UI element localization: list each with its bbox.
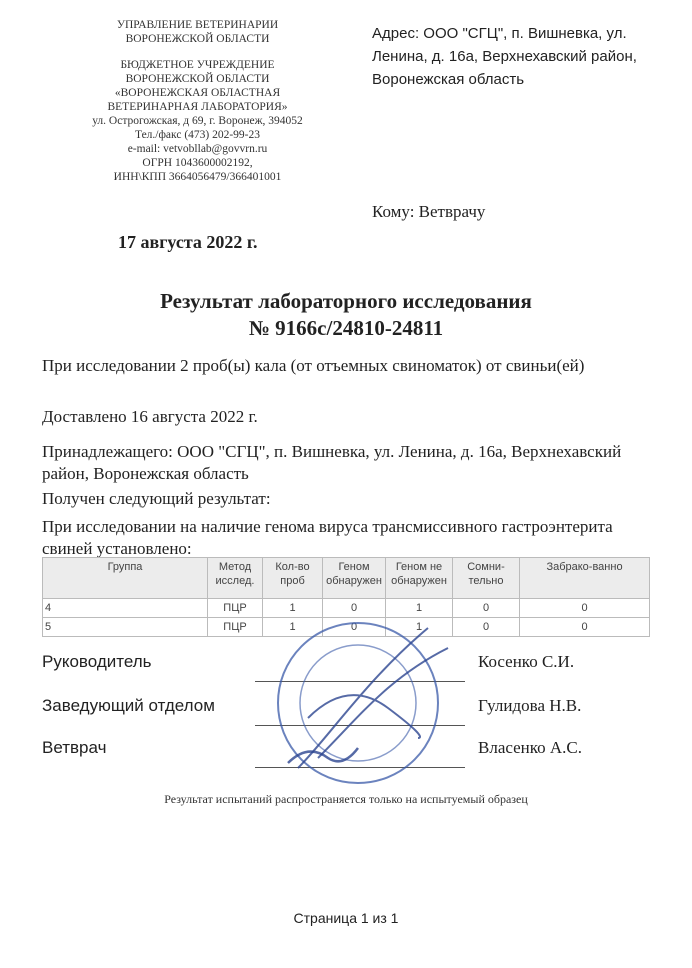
col-header: Сомни-тельно xyxy=(453,558,520,599)
col-header: Геном не обнаружен xyxy=(386,558,453,599)
signature-role: Ветврач xyxy=(42,738,107,757)
signature-name: Власенко А.С. xyxy=(478,738,583,757)
org-email: e-mail: vetvobllab@govvrn.ru xyxy=(127,143,268,155)
org-phone: Тел./факс (473) 202-99-23 xyxy=(134,129,261,141)
cell: 0 xyxy=(323,599,386,618)
issuer-header xyxy=(55,18,340,184)
cell: 0 xyxy=(520,599,650,618)
org-address: ул. Острогожская, д 69, г. Воронеж, 394052 xyxy=(92,115,303,127)
cell: ПЦР xyxy=(208,599,263,618)
cell: 0 xyxy=(520,618,650,637)
sample-info: При исследовании 2 проб(ы) кала (от отъемных свиноматок) от свиньи(ей) xyxy=(42,356,585,375)
delivery-date: Доставлено 16 августа 2022 г. xyxy=(42,407,258,426)
cell: ПЦР xyxy=(208,618,263,637)
cell: 1 xyxy=(263,599,323,618)
official-stamp-icon xyxy=(258,618,458,788)
table-header-row xyxy=(43,558,650,599)
cell: 1 xyxy=(386,618,453,637)
dept-line: ВОРОНЕЖСКОЙ ОБЛАСТИ xyxy=(125,33,270,45)
org-line: БЮДЖЕТНОЕ УЧРЕЖДЕНИЕ xyxy=(120,59,275,71)
signature-name: Гулидова Н.В. xyxy=(478,696,582,715)
cell: 0 xyxy=(453,618,520,637)
test-description: При исследовании на наличие генома вируса трансмиссивного гастроэнтерита свиней установлено: xyxy=(42,517,613,558)
org-line: ВЕТЕРИНАРНАЯ ЛАБОРАТОРИЯ» xyxy=(107,101,288,113)
cell: 4 xyxy=(43,599,208,618)
signature-role: Заведующий отделом xyxy=(42,696,215,715)
signature-name: Косенко С.И. xyxy=(478,652,575,671)
page-number: Страница 1 из 1 xyxy=(293,910,399,926)
org-line: «ВОРОНЕЖСКАЯ ОБЛАСТНАЯ xyxy=(114,87,281,99)
col-header: Забрако-ванно xyxy=(520,558,650,599)
title-line: Результат лабораторного исследования xyxy=(160,289,532,313)
document-title xyxy=(0,288,692,342)
org-inn: ИНН\КПП 3664056479/366401001 xyxy=(113,171,282,183)
col-header: Метод исслед. xyxy=(208,558,263,599)
recipient-address: Адрес: ООО "СГЦ", п. Вишневка, ул. Ленина, д. 16а, Верхнехавский район, Воронежская область xyxy=(372,25,637,88)
cell: 5 xyxy=(43,618,208,637)
document-number: № 9166с/24810-24811 xyxy=(248,316,444,340)
owner-info: Принадлежащего: ООО "СГЦ", п. Вишневка, ул. Ленина, д. 16а, Верхнехавский район, Воронежская область xyxy=(42,442,622,483)
cell: 0 xyxy=(453,599,520,618)
recipient: Кому: Ветврачу xyxy=(372,202,486,221)
cell: 1 xyxy=(263,618,323,637)
footer-note: Результат испытаний распространяется только на испытуемый образец xyxy=(164,792,528,806)
col-header: Кол-во проб xyxy=(263,558,323,599)
col-header: Группа xyxy=(43,558,208,599)
org-line: ВОРОНЕЖСКОЙ ОБЛАСТИ xyxy=(125,73,270,85)
table-row xyxy=(43,599,650,618)
cell: 0 xyxy=(323,618,386,637)
org-ogrn: ОГРН 1043600002192, xyxy=(142,157,253,169)
document-date: 17 августа 2022 г. xyxy=(118,232,258,252)
dept-line: УПРАВЛЕНИЕ ВЕТЕРИНАРИИ xyxy=(116,19,279,31)
cell: 1 xyxy=(386,599,453,618)
signature-role: Руководитель xyxy=(42,652,152,671)
result-intro: Получен следующий результат: xyxy=(42,489,271,508)
col-header: Геном обнаружен xyxy=(323,558,386,599)
